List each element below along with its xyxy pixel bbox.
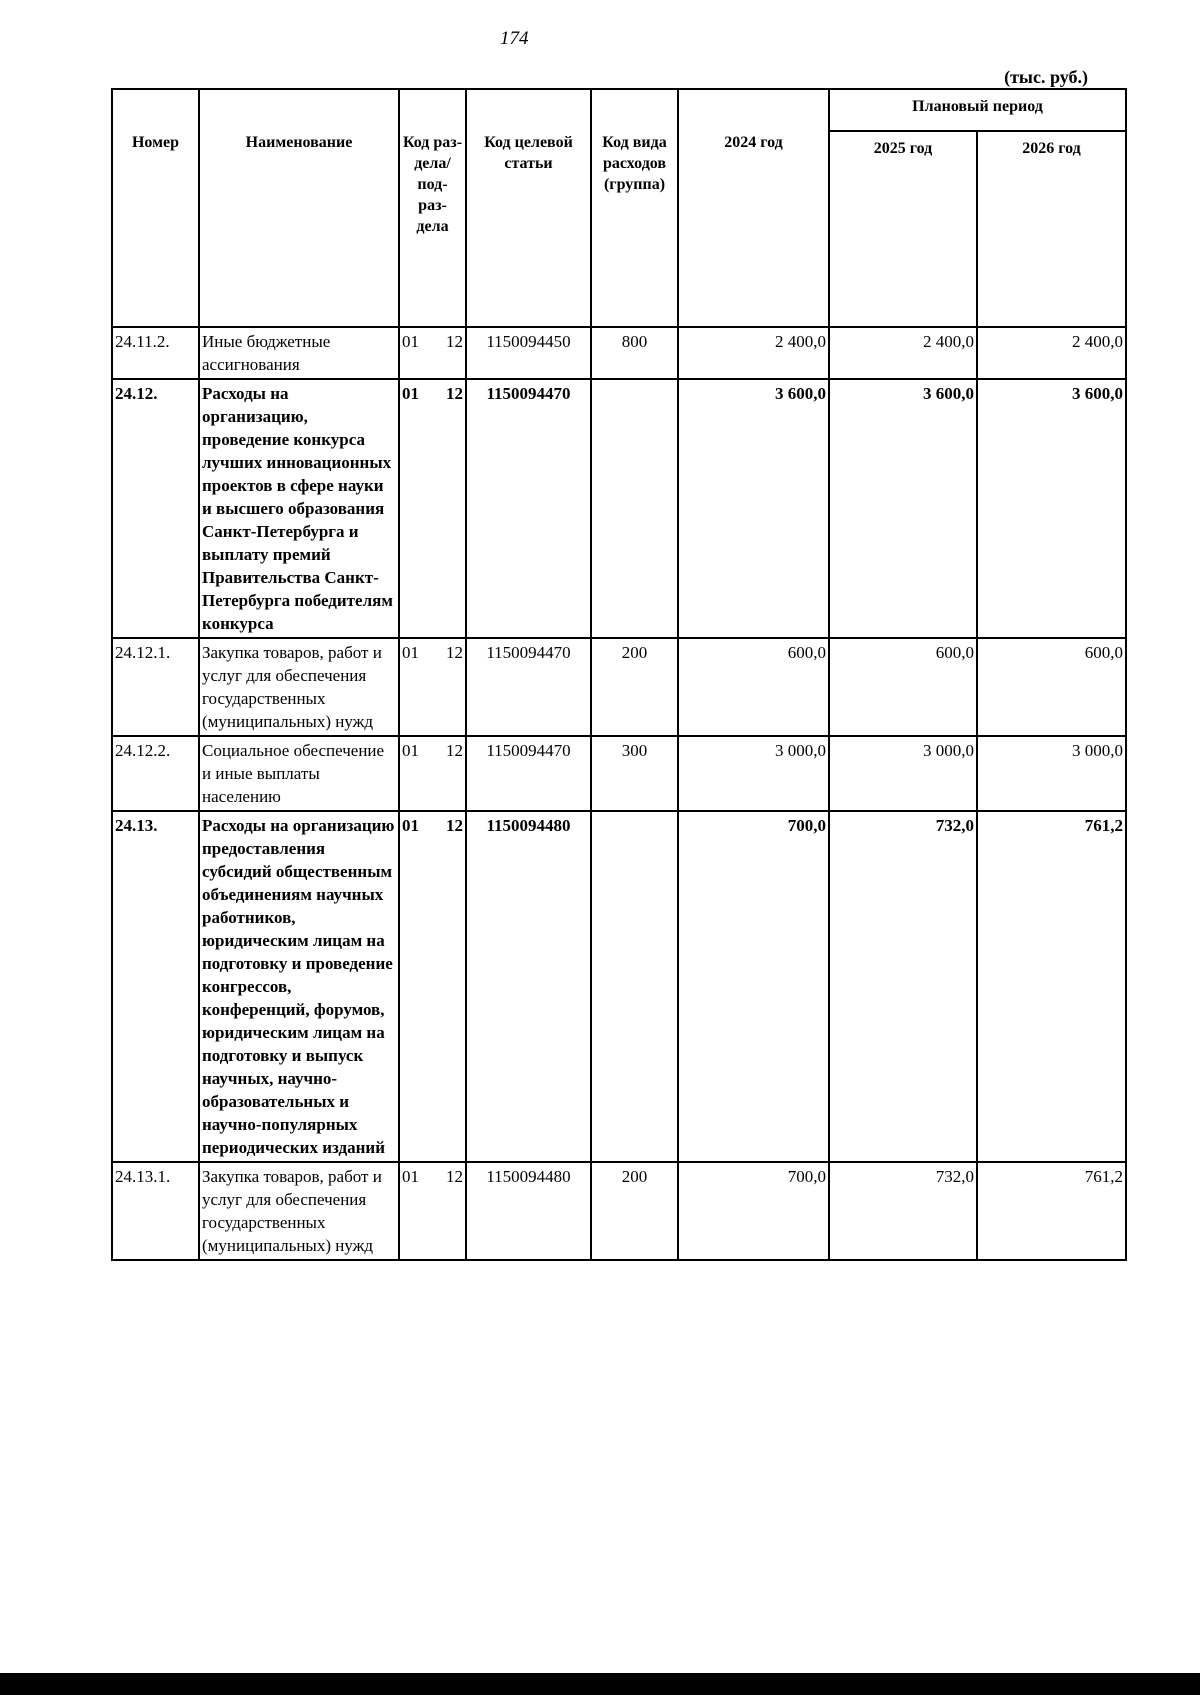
- row-target-code: 1150094480: [466, 811, 591, 1162]
- row-target-code: 1150094450: [466, 327, 591, 379]
- row-expense-code: 800: [591, 327, 678, 379]
- header-year-2025: 2025 год: [829, 131, 977, 327]
- header-year-2026: 2026 год: [977, 131, 1126, 327]
- subsection-code: 12: [446, 332, 463, 351]
- row-2024: 3 000,0: [678, 736, 829, 811]
- row-2025: 3 600,0: [829, 379, 977, 638]
- row-2024: 600,0: [678, 638, 829, 736]
- section-code: 01: [402, 384, 419, 403]
- row-section-code: [399, 379, 466, 638]
- table-row: [112, 327, 1126, 379]
- row-2024: 700,0: [678, 811, 829, 1162]
- header-name: Наименование: [199, 89, 399, 327]
- row-2026: 3 600,0: [977, 379, 1126, 638]
- row-2026: 3 000,0: [977, 736, 1126, 811]
- table-row: [112, 736, 1126, 811]
- table-row: [112, 811, 1126, 1162]
- row-number: 24.12.: [112, 379, 199, 638]
- row-target-code: 1150094470: [466, 736, 591, 811]
- row-2025: 732,0: [829, 811, 977, 1162]
- row-target-code: 1150094480: [466, 1162, 591, 1260]
- row-section-code: [399, 1162, 466, 1260]
- row-expense-code: [591, 379, 678, 638]
- row-expense-code: [591, 811, 678, 1162]
- row-number: 24.13.1.: [112, 1162, 199, 1260]
- header-expense-code: Код вида расходов (группа): [591, 89, 678, 327]
- table-row: [112, 1162, 1126, 1260]
- row-number: 24.13.: [112, 811, 199, 1162]
- row-2026: 600,0: [977, 638, 1126, 736]
- page-number: 174: [500, 28, 529, 49]
- row-name: Закупка товаров, работ и услуг для обеспечения государственных (муниципальных) нужд: [199, 1162, 399, 1260]
- row-target-code: 1150094470: [466, 638, 591, 736]
- subsection-code: 12: [446, 384, 463, 403]
- row-number: 24.11.2.: [112, 327, 199, 379]
- header-year-2024: 2024 год: [678, 89, 829, 327]
- row-name: Закупка товаров, работ и услуг для обеспечения государственных (муниципальных) нужд: [199, 638, 399, 736]
- subsection-code: 12: [446, 643, 463, 662]
- row-2025: 2 400,0: [829, 327, 977, 379]
- row-2025: 600,0: [829, 638, 977, 736]
- units-label: (тыс. руб.): [1004, 67, 1088, 87]
- row-name: Иные бюджетные ассигнования: [199, 327, 399, 379]
- row-target-code: 1150094470: [466, 379, 591, 638]
- budget-table: [111, 88, 1127, 1261]
- scan-bottom-bar: [0, 1673, 1200, 1695]
- row-number: 24.12.1.: [112, 638, 199, 736]
- section-code: 01: [402, 332, 419, 351]
- row-section-code: [399, 327, 466, 379]
- header-number: Номер: [112, 89, 199, 327]
- row-2024: 700,0: [678, 1162, 829, 1260]
- row-2024: 3 600,0: [678, 379, 829, 638]
- table-row: [112, 379, 1126, 638]
- table-row: [112, 638, 1126, 736]
- row-number: 24.12.2.: [112, 736, 199, 811]
- header-planning-period: Плановый период: [829, 89, 1126, 131]
- row-2025: 3 000,0: [829, 736, 977, 811]
- header-section-code: Код раз- дела/ под- раз- дела: [399, 89, 466, 327]
- row-name: Расходы на организацию предоставления субсидий общественным объединениям научных работников, юридическим лицам на подготовку и проведение конгрессов, конференций, форумов, юридическим лицам на подготовку и выпуск научных, научно-образовательных и научно-популярных периодических изданий: [199, 811, 399, 1162]
- row-expense-code: 300: [591, 736, 678, 811]
- section-code: 01: [402, 741, 419, 760]
- row-2026: 761,2: [977, 811, 1126, 1162]
- row-section-code: [399, 638, 466, 736]
- subsection-code: 12: [446, 741, 463, 760]
- row-section-code: [399, 811, 466, 1162]
- row-2026: 761,2: [977, 1162, 1126, 1260]
- row-expense-code: 200: [591, 1162, 678, 1260]
- row-name: Расходы на организацию, проведение конкурса лучших инновационных проектов в сфере науки и высшего образования Санкт-Петербурга и выплату премий Правительства Санкт-Петербурга победителям конкурса: [199, 379, 399, 638]
- header-target-code: Код целевой статьи: [466, 89, 591, 327]
- row-2026: 2 400,0: [977, 327, 1126, 379]
- row-section-code: [399, 736, 466, 811]
- section-code: 01: [402, 643, 419, 662]
- row-expense-code: 200: [591, 638, 678, 736]
- subsection-code: 12: [446, 1167, 463, 1186]
- table-body: [112, 327, 1126, 1260]
- section-code: 01: [402, 816, 419, 835]
- section-code: 01: [402, 1167, 419, 1186]
- row-name: Социальное обеспечение и иные выплаты населению: [199, 736, 399, 811]
- table-header-row: [112, 89, 1126, 131]
- row-2024: 2 400,0: [678, 327, 829, 379]
- row-2025: 732,0: [829, 1162, 977, 1260]
- subsection-code: 12: [446, 816, 463, 835]
